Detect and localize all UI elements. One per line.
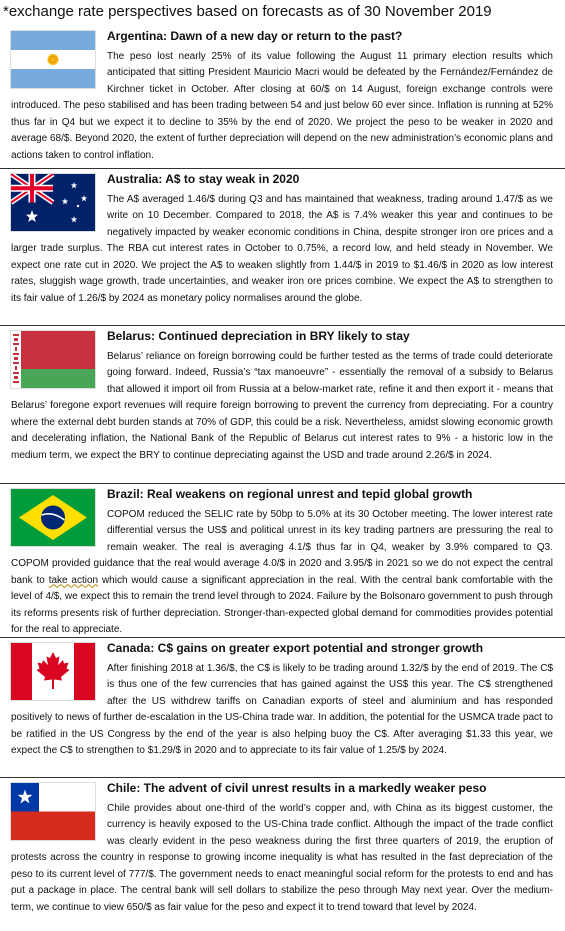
section-text	[11, 171, 553, 307]
section-argentina	[0, 26, 565, 169]
section-body: Chile provides about one-third of the world’s copper and, with China as its biggest customer, the currency is heavily exposed to the US-China trade conflict. Although the impact of the trade conflict was clearly evident in the peso weakness during the first three quarters of 2019, the eruption of protests across the country in response to growing income inequality is what has resulted in the fast depreciation of the peso to its current level of 777/$. The government needs to enact meaningful social reform for the protests to end and has put a package in place. The central bank will sell dollars to stabilize the peso through May next year. Over the medium-term, we continue to view 650/$ as fair value for the peso and expect it to trend toward that level by 2024.	[11, 802, 553, 913]
section-heading: Belarus: Continued depreciation in BRY likely to stay	[107, 329, 410, 343]
section-chile	[0, 778, 565, 931]
spellcheck-marked-text: take action	[48, 574, 99, 586]
page-title: *exchange rate perspectives based on forecasts as of 30 November 2019	[3, 3, 492, 20]
section-heading: Brazil: Real weakens on regional unrest and tepid global growth	[107, 487, 473, 501]
section-body: The A$ averaged 1.46/$ during Q3 and has maintained that weakness, trading around 1.47/$ as we write on 10 December. Compared to 2018, the A$ is 7.4% weaker this year and continues to be negatively impacted by weaker economic conditions in China, despite stronger iron ore prices and a larger trade surplus. The RBA cut interest rates in October to 0.75%, a record low, and held steady in November. We expect one rate cut in 2020. We project the A$ to weaken slightly from 1.44/$ in 2019 to $1.46/$ in 2020 as low interest rates, sluggish wage growth, trade uncertainties, and weaker iron ore prices combine. We expect the A$ to strengthen to its fair value of 1.26/$ by 2024 as monetary policy normalises around the globe.	[11, 193, 553, 304]
section-body: The peso lost nearly 25% of its value following the August 11 primary election results which anticipated that sitting President Mauricio Macri would be defeated by the Fernández/Fernández de Kirchner ticket in October. After closing at 60/$ on 14 August, foreign exchange controls were introduced. The peso stabilised and has been trading between 54 and just below 60 ever since. Inflation is running at 52% thus far in Q4 but we expect it to decline to 35% by the end of 2020. We project the peso to be weaker in 2020 and average 68/$. Beyond 2020, the extent of further depreciation will depend on the new administration’s economic plans and actions taken to control inflation.	[11, 50, 553, 161]
section-text	[11, 486, 553, 638]
section-text	[11, 28, 553, 164]
section-text	[11, 640, 553, 760]
section-body: After finishing 2018 at 1.36/$, the C$ is likely to be trading around 1.32/$ by the end of 2019. The C$ is thus one of the few currencies that has gained against the US$ this year. The C$ strengthened after the US withdrew tariffs on Canadian exports of steel and aluminium and has responded positively to news of further de-escalation in the US-China trade war. In addition, the potential for the USMCA trade pact to be ratified in the US Congress by the end of the year is also helping buoy the C$. After averaging $1.33 this year, we expect the C$ to strengthen to $1.29/$ in 2020 and to appreciate to its fair value of 1.25/$ by 2024.	[11, 662, 553, 756]
section-australia	[0, 169, 565, 326]
section-heading: Australia: A$ to stay weak in 2020	[107, 172, 300, 186]
section-body-part: which would cause a significant appreciation in the real. With the central bank comfortable with the level of 4/$, we expect this to remain the trend level through to 2024. Failure by the Bolsonaro government to push through its reforms presents risk of further depreciation. Stronger-than-expected global demand for commodities provides potential for the real to appreciate.	[11, 574, 553, 635]
section-body: Belarus’ reliance on foreign borrowing could be further tested as the terms of trade could deteriorate going forward. Indeed, Russia’s “tax manoeuvre” - essentially the removal of a subsidy to Belarus that allowed it import oil from Russia at a below-market rate, refine it and then export it - means that Belarus’ foregone export revenues will require foreign borrowing to prevent the currency from depreciating. For a country where the external debt burden stands at 70% of GDP, this could be a risk. Nevertheless, amidst slowing economic growth and decelerating inflation, the National Bank of the Republic of Belarus cut interest rates to 9% - a historic low in the medium term, we expect the BRY to continue depreciating against the USD and trade around 2.26/$ in 2024.	[11, 350, 553, 461]
section-body-part: COPOM reduced the SELIC rate by 50bp to 5.0% at its 30 October meeting. The lower interest rate differential versus the US$ and political unrest in its key trading partners are pressuring the real to remain weaker. The real is averaging 4.1/$ thus far in Q4, weaker by 3.9% compared to Q3. COPOM provided guidance that the real would average 4.0/$ in 2020 and 3.95/$ in 2021 so we do not expect the central bank to	[11, 508, 553, 586]
section-heading: Canada: C$ gains on greater export potential and stronger growth	[107, 641, 484, 655]
section-brazil	[0, 484, 565, 638]
section-text	[11, 780, 553, 916]
section-belarus	[0, 326, 565, 484]
section-canada	[0, 638, 565, 778]
section-text	[11, 328, 553, 464]
section-heading: Chile: The advent of civil unrest results in a markedly weaker peso	[107, 781, 487, 795]
section-heading: Argentina: Dawn of a new day or return to the past?	[107, 29, 403, 43]
